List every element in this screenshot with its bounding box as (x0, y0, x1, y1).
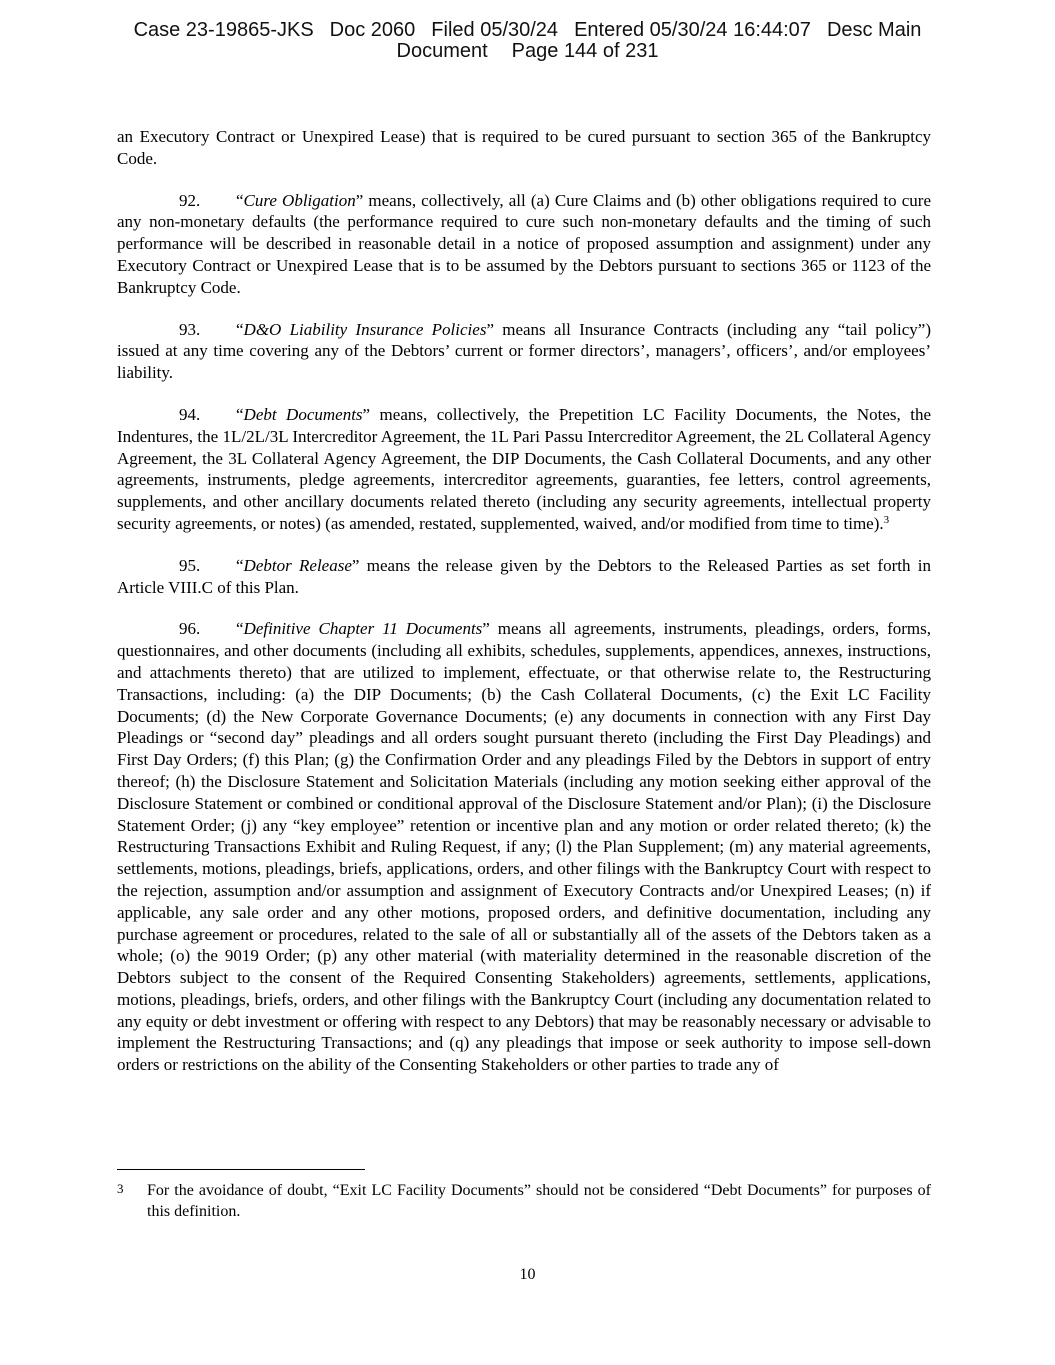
footnote-divider (117, 1169, 365, 1170)
page-indicator: Page 144 of 231 (511, 40, 659, 62)
definition-text: ” means, collectively, all (a) Cure Claims and (b) other obligations required to cure any non-monetary defaults (the performance required to cure such non-monetary defaults and the timing of such performance will be described in reasonable detail in a notice of proposed assumption and assignment) under any Executory Contract or Unexpired Lease that is to be assumed by the Debtors pursuant to sections 365 or 1123 of the Bankruptcy Code. (117, 190, 931, 297)
defined-term: D&O Liability Insurance Policies (243, 319, 487, 339)
footnote-mark: 3 (117, 1181, 124, 1196)
definition-paragraph: 94. “Debt Documents” means, collectively, the Prepetition LC Facility Documents, the Notes, the Indentures, the 1L/2L/3L Intercreditor Agreement, the 1L Pari Passu Intercreditor Agreement, the 2L Collateral Agency Agreement, the 3L Collateral Agency Agreement, the DIP Documents, the Cash Collateral Documents, and any other agreements, instruments, pledge agreements, intercreditor agreements, guaranties, fee letters, control agreements, supplements, and other ancillary documents related thereto (including any security agreements, intellectual property security agreements, or notes) (as amended, restated, supplemented, waived, and/or modified from time to time).$^3$ (117, 404, 932, 533)
footnote-reference[interactable]: 3 (883, 513, 890, 526)
filed-date: Filed 05/30/24 (431, 19, 559, 41)
header-line-1 (0, 20, 1055, 41)
page-number: 10 (519, 1266, 536, 1283)
definition-paragraph: 96. “Definitive Chapter 11 Documents” means all agreements, instruments, pleadings, orders, forms, questionnaires, and other documents (including all exhibits, schedules, supplements, appendices, annexes, instructions, and attachments thereto) that are utilized to implement, effectuate, or that otherwise relate to, the Restructuring Transactions, including: (a) the DIP Documents; (b) the Cash Collateral Documents, (c) the Exit LC Facility Documents; (d) the New Corporate Governance Documents; (e) any documents in connection with any First Day Pleadings or “second day” pleadings and all orders sought pursuant thereto (including the First Day Pleadings) and First Day Orders; (f) this Plan; (g) the Confirmation Order and any pleadings Filed by the Debtors in support of entry thereof; (h) the Disclosure Statement and Solicitation Materials (including any motion seeking either approval of the Disclosure Statement or combined or conditional approval of the Disclosure Statement and/or Plan); (i) the Disclosure Statement Order; (j) any “key employee” retention or incentive plan and any motion or order related thereto; (k) the Restructuring Transactions Exhibit and Ruling Request, if any; (l) the Plan Supplement; (m) any material agreements, settlements, motions, pleadings, briefs, applications, orders, and other filings with the Bankruptcy Court with respect to the rejection, assumption and/or assumption and assignment of Executory Contracts and/or Unexpired Leases; (n) if applicable, any sale order and any other motions, proposed orders, and definitive documentation, including any purchase agreement or procedures, related to the sale of all or substantially all of the assets of the Debtors taken as a whole; (o) the 9019 Order; (p) any other material (with materiality determined in the reasonable discretion of the Debtors subject to the consent of the Required Consenting Stakeholders) agreements, settlements, applications, motions, pleadings, briefs, orders, and other filings with the Bankruptcy Court (including any documentation related to any equity or debt investment or offering with respect to any Debtors) that may be reasonably necessary or advisable to implement the Restructuring Transactions; and (q) any pleadings that impose or seek authority to impose sell-down orders or restrictions on the ability of the Consenting Stakeholders or other parties to trade any of (117, 619, 931, 1075)
definition-paragraph: 95. “Debtor Release” means the release given by the Debtors to the Released Parties as set forth in Article VIII.C of this Plan. (117, 555, 932, 597)
definition-paragraph: 93. “D&O Liability Insurance Policies” means all Insurance Contracts (including any “tail policy”) issued at any time covering any of the Debtors’ current or former directors’, managers’, officers’, and/or employees’ liability. (117, 319, 931, 383)
definition-number: 94. (179, 404, 201, 424)
continuation-paragraph: an Executory Contract or Unexpired Lease) that is required to be cured pursuant to section 365 of the Bankruptcy Code. (117, 127, 931, 168)
definition-paragraph: 92. “Cure Obligation” means, collectively, all (a) Cure Claims and (b) other obligations required to cure any non-monetary defaults (the performance required to cure such non-monetary defaults and the timing of such performance will be described in reasonable detail in a notice of proposed assumption and assignment) under any Executory Contract or Unexpired Lease that is to be assumed by the Debtors pursuant to sections 365 or 1123 of the Bankruptcy Code. (117, 190, 931, 297)
definition-number: 96. (179, 619, 201, 639)
defined-term: Debt Documents (243, 404, 363, 424)
case-number: Case 23-19865-JKS (133, 19, 314, 41)
document-label: Document (396, 40, 488, 62)
defined-term: Cure Obligation (243, 190, 356, 210)
definition-number: 92. (179, 190, 201, 210)
document-body (117, 126, 931, 1096)
court-filing-header (0, 20, 1055, 62)
definition-text: ” means the release given by the Debtors to the Released Parties as set forth in Article VIII.C of this Plan. (117, 555, 932, 597)
footnote-text: For the avoidance of doubt, “Exit LC Facility Documents” should not be considered “Debt Documents” for purposes of this definition. (147, 1182, 931, 1220)
defined-term: Debtor Release (243, 555, 352, 575)
entered-date: Entered 05/30/24 16:44:07 (574, 19, 811, 41)
definition-text: ” means all Insurance Contracts (including any “tail policy”) issued at any time covering any of the Debtors’ current or former directors’, managers’, officers’, and/or employees’ liability. (117, 319, 931, 383)
doc-number: Doc 2060 (329, 19, 416, 41)
definition-number: 95. (179, 555, 201, 575)
definition-text: ” means, collectively, the Prepetition LC Facility Documents, the Notes, the Indentures, the 1L/2L/3L Intercreditor Agreement, the 1L Pari Passu Intercreditor Agreement, the 2L Collateral Agency Agreement, the 3L Collateral Agency Agreement, the DIP Documents, the Cash Collateral Documents, and any other agreements, instruments, pledge agreements, intercreditor agreements, guaranties, fee letters, control agreements, supplements, and other ancillary documents related thereto (including any security agreements, intellectual property security agreements, or notes) (as amended, restated, supplemented, waived, and/or modified from time to time). (117, 404, 932, 533)
definition-number: 93. (179, 319, 201, 339)
footnote (117, 1180, 931, 1222)
desc-label: Desc Main (826, 19, 922, 41)
header-line-2 (0, 41, 1055, 62)
definition-text: ” means all agreements, instruments, pleadings, orders, forms, questionnaires, and other documents (including all exhibits, schedules, supplements, appendices, annexes, instructions, and attachments thereto) that are utilized to implement, effectuate, or that otherwise relate to, the Restructuring Transactions, including: (a) the DIP Documents; (b) the Cash Collateral Documents, (c) the Exit LC Facility Documents; (d) the New Corporate Governance Documents; (e) any documents in connection with any First Day Pleadings or “second day” pleadings and all orders sought pursuant thereto (including the First Day Pleadings) and First Day Orders; (f) this Plan; (g) the Confirmation Order and any pleadings Filed by the Debtors in support of entry thereof; (h) the Disclosure Statement and Solicitation Materials (including any motion seeking either approval of the Disclosure Statement or combined or conditional approval of the Disclosure Statement and/or Plan); (i) the Disclosure Statement Order; (j) any “key employee” retention or incentive plan and any motion or order related thereto; (k) the Restructuring Transactions Exhibit and Ruling Request, if any; (l) the Plan Supplement; (m) any material agreements, settlements, motions, pleadings, briefs, applications, orders, and other filings with the Bankruptcy Court with respect to the rejection, assumption and/or assumption and assignment of Executory Contracts and/or Unexpired Leases; (n) if applicable, any sale order and any other motions, proposed orders, and definitive documentation, including any purchase agreement or procedures, related to the sale of all or substantially all of the assets of the Debtors taken as a whole; (o) the 9019 Order; (p) any other material (with materiality determined in the reasonable discretion of the Debtors subject to the consent of the Required Consenting Stakeholders) agreements, settlements, applications, motions, pleadings, briefs, orders, and other filings with the Bankruptcy Court (including any documentation related to any equity or debt investment or offering with respect to any Debtors) that may be reasonably necessary or advisable to implement the Restructuring Transactions; and (q) any pleadings that impose or seek authority to impose sell-down orders or restrictions on the ability of the Consenting Stakeholders or other parties to trade any of (117, 619, 931, 1075)
defined-term: Definitive Chapter 11 Documents (243, 619, 483, 639)
